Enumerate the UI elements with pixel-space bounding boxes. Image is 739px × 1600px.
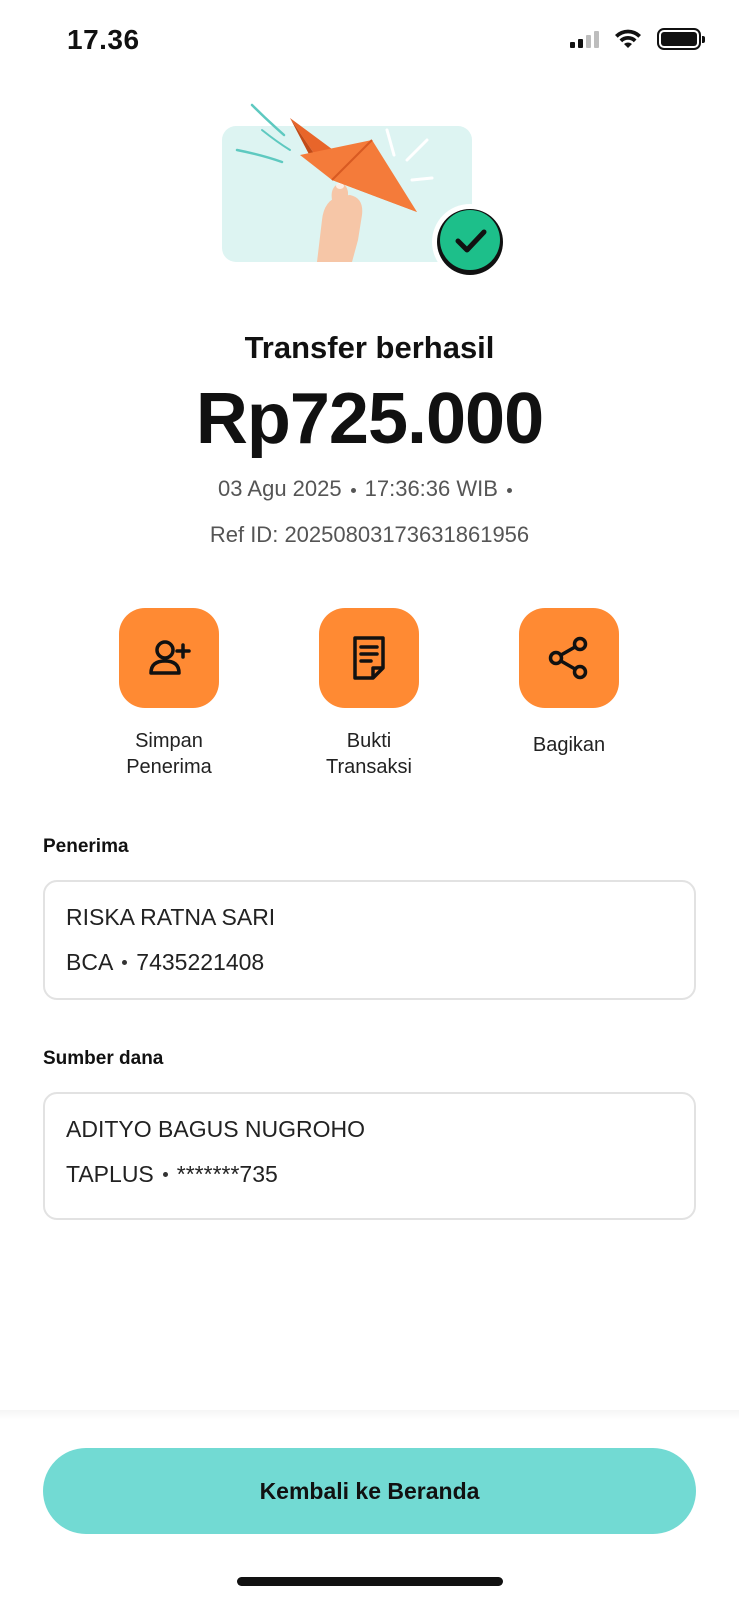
transaction-time: 17:36:36 WIB bbox=[364, 476, 498, 501]
transaction-proof-icon-button[interactable] bbox=[319, 608, 419, 708]
signal-icon bbox=[570, 30, 599, 48]
reference-id bbox=[0, 522, 739, 548]
add-person-icon bbox=[146, 635, 192, 681]
recipient-account-number: 7435221408 bbox=[136, 949, 265, 975]
transaction-proof-label-line1: Bukti bbox=[346, 730, 392, 752]
save-recipient-label bbox=[89, 728, 249, 780]
recipient-name: RISKA RATNA SARI bbox=[66, 904, 276, 930]
transaction-datetime bbox=[0, 476, 739, 502]
home-indicator bbox=[237, 1577, 503, 1586]
source-account-type: TAPLUS bbox=[66, 1161, 154, 1187]
transfer-amount: Rp725.000 bbox=[195, 379, 544, 459]
recipient-card bbox=[43, 880, 696, 1000]
share-label: Bagikan bbox=[532, 734, 606, 756]
source-of-funds-label: Sumber dana bbox=[43, 1048, 164, 1069]
share-button[interactable] bbox=[489, 608, 649, 758]
source-account-number: *******735 bbox=[176, 1161, 278, 1187]
recipient-account-line bbox=[66, 949, 673, 976]
save-recipient-button[interactable] bbox=[89, 608, 249, 780]
back-to-home-button[interactable]: Kembali ke Beranda bbox=[43, 1448, 696, 1534]
ref-label: Ref ID: bbox=[209, 522, 279, 547]
battery-icon bbox=[657, 28, 701, 50]
source-of-funds-card bbox=[43, 1092, 696, 1220]
receipt-icon bbox=[349, 634, 389, 682]
source-account-name: ADITYO BAGUS NUGROHO bbox=[66, 1116, 366, 1142]
transfer-success-illustration bbox=[222, 100, 522, 290]
status-time: 17.36 bbox=[67, 24, 140, 55]
transaction-proof-button[interactable] bbox=[289, 608, 449, 780]
result-title: Transfer berhasil bbox=[244, 330, 495, 365]
save-recipient-label-line1: Simpan bbox=[135, 730, 203, 752]
transaction-proof-label-line2: Transaksi bbox=[326, 756, 412, 778]
transaction-date: 03 Agu 2025 bbox=[218, 476, 342, 501]
recipient-section-label: Penerima bbox=[43, 836, 129, 857]
save-recipient-icon-button[interactable] bbox=[119, 608, 219, 708]
ref-value: 20250803173631861956 bbox=[284, 522, 530, 547]
share-icon-button[interactable] bbox=[519, 608, 619, 708]
share-icon bbox=[546, 635, 592, 681]
wifi-icon bbox=[613, 28, 643, 50]
recipient-bank: BCA bbox=[66, 949, 114, 975]
success-check-icon bbox=[432, 204, 508, 280]
bottom-bar-divider bbox=[0, 1410, 739, 1420]
source-account-line bbox=[66, 1161, 673, 1188]
status-bar bbox=[0, 0, 739, 80]
status-icons bbox=[570, 28, 701, 50]
save-recipient-label-line2: Penerima bbox=[126, 756, 212, 778]
transaction-proof-label bbox=[289, 728, 449, 780]
